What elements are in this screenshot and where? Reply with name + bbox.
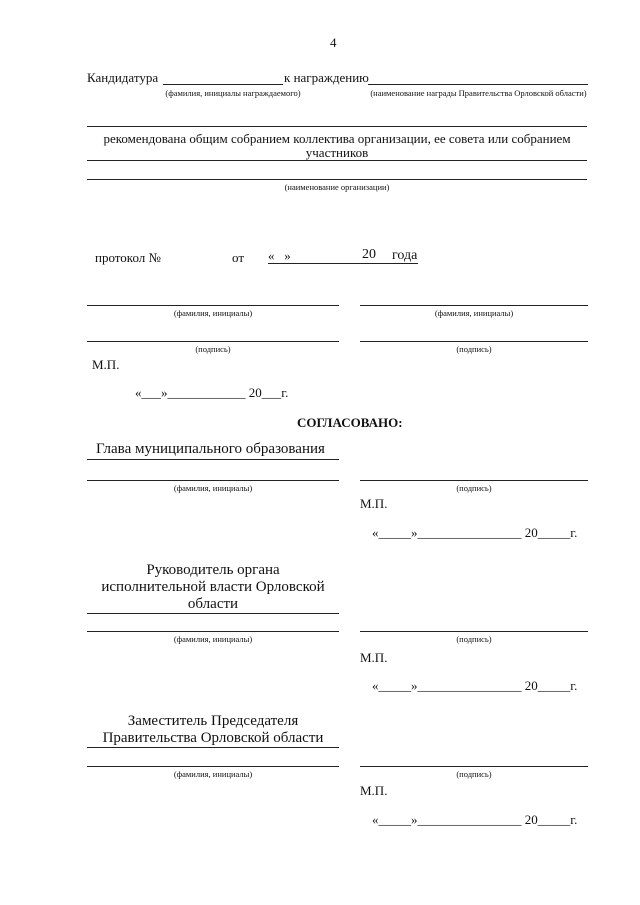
caption-candidate-name: (фамилия, инициалы награждаемого) — [165, 88, 301, 98]
head-caption-signature: (подпись) — [456, 483, 492, 493]
executive-title-line2: исполнительной власти Орловской — [101, 579, 325, 595]
caption-name-right: (фамилия, инициалы) — [434, 308, 514, 318]
head-title-underline — [87, 459, 339, 460]
deputy-caption-name: (фамилия, инициалы) — [173, 769, 253, 779]
protocol-label: протокол № — [95, 250, 161, 265]
award-name-line — [368, 84, 588, 85]
recommended-text-line2: участников — [305, 145, 369, 160]
protocol-date-quotes: « » — [268, 248, 291, 263]
head-name-line — [87, 480, 339, 481]
caption-signature-right: (подпись) — [456, 344, 492, 354]
head-date-line: «_____»________________ 20_____г. — [372, 525, 578, 540]
caption-organization: (наименование организации) — [284, 182, 390, 192]
recommended-text-line1: рекомендована общим собранием коллектива организации, ее совета или собранием — [103, 131, 571, 146]
seal-mark: М.П. — [92, 357, 120, 372]
candidate-label: Кандидатура — [87, 70, 159, 85]
executive-title-line1: Руководитель органа — [146, 562, 280, 578]
executive-seal-mark: М.П. — [360, 650, 388, 665]
signature-line-left — [87, 341, 339, 342]
agreed-heading: СОГЛАСОВАНО: — [297, 415, 403, 430]
head-seal-mark: М.П. — [360, 496, 388, 511]
deputy-title-line1: Заместитель Председателя — [127, 713, 299, 729]
executive-date-line: «_____»________________ 20_____г. — [372, 678, 578, 693]
protocol-year-suffix: года — [392, 248, 418, 263]
date-line-1: «___»____________ 20___г. — [135, 385, 289, 400]
deputy-signature-line — [360, 766, 588, 767]
deputy-seal-mark: М.П. — [360, 783, 388, 798]
participants-line — [87, 160, 587, 161]
executive-title-underline — [87, 613, 339, 614]
deputy-name-line — [87, 766, 339, 767]
blank-line — [87, 126, 587, 127]
executive-title-line3: области — [187, 596, 239, 612]
protocol-from: от — [232, 250, 245, 265]
candidate-name-line — [163, 84, 283, 85]
caption-signature-left: (подпись) — [195, 344, 231, 354]
organization-line — [87, 179, 587, 180]
executive-caption-name: (фамилия, инициалы) — [173, 634, 253, 644]
head-title: Глава муниципального образования — [96, 441, 325, 457]
deputy-title-underline — [87, 747, 339, 748]
caption-name-left: (фамилия, инициалы) — [173, 308, 253, 318]
executive-caption-signature: (подпись) — [456, 634, 492, 644]
head-signature-line — [360, 480, 588, 481]
executive-name-line — [87, 631, 339, 632]
signature-line-right — [360, 341, 588, 342]
caption-award-name: (наименование награды Правительства Орловской области) — [370, 88, 587, 98]
to-award-label: к награждению — [284, 70, 369, 85]
name-line-right — [360, 305, 588, 306]
executive-signature-line — [360, 631, 588, 632]
deputy-date-line: «_____»________________ 20_____г. — [372, 812, 578, 827]
deputy-title-line2: Правительства Орловской области — [102, 730, 324, 746]
protocol-year-prefix: 20 — [362, 247, 376, 262]
head-caption-name: (фамилия, инициалы) — [173, 483, 253, 493]
page-number: 4 — [330, 35, 337, 50]
name-line-left — [87, 305, 339, 306]
deputy-caption-signature: (подпись) — [456, 769, 492, 779]
